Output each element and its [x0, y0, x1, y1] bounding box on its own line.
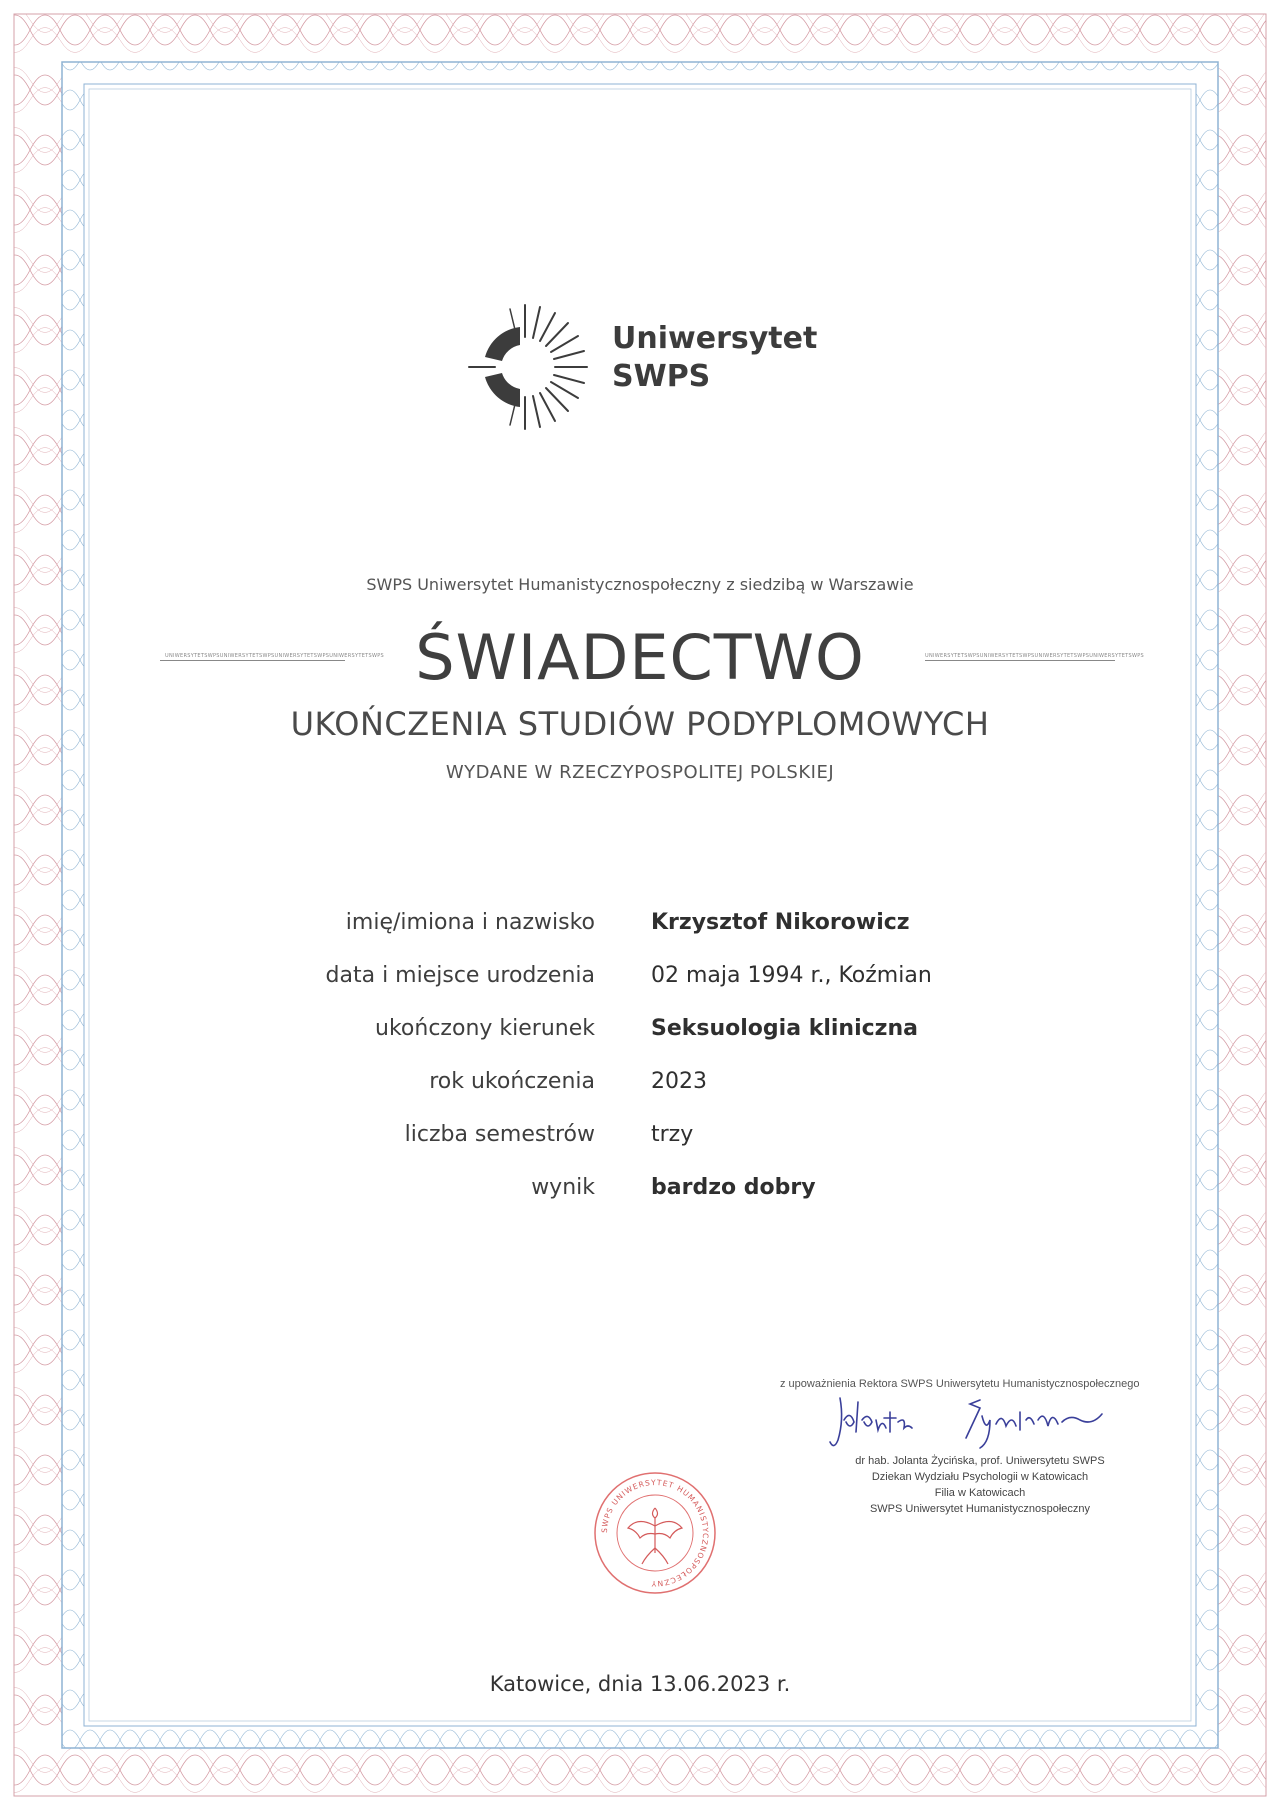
field-row-year — [0, 1069, 1280, 1109]
handwritten-signature — [830, 1390, 1150, 1460]
university-logo-text — [612, 320, 817, 396]
issued-statement: WYDANE W RZECZYPOSPOLITEJ POLSKIEJ — [445, 762, 835, 783]
seal-ring-text: SWPS UNIWERSYTET HUMANISTYCZNOSPOŁECZNY — [599, 1477, 711, 1589]
certificate-title: ŚWIADECTWO — [415, 621, 865, 694]
institution-name: SWPS Uniwersytet Humanistycznospołeczny z siedzibą w Warszawie — [366, 575, 914, 594]
field-label: data i miejsce urodzenia — [325, 963, 595, 988]
field-value: Krzysztof Nikorowicz — [651, 910, 910, 935]
certificate-subtitle: UKOŃCZENIA STUDIÓW PODYPLOMOWYCH — [290, 705, 990, 743]
field-label: wynik — [531, 1175, 595, 1200]
field-label: ukończony kierunek — [375, 1016, 595, 1041]
signatory-line: Filia w Katowicach — [934, 1487, 1026, 1499]
rule-microtext-right: UNIWERSYTETSWPSUNIWERSYTETSWPSUNIWERSYTETSWPSUNIWERSYTETSWPS — [925, 653, 1145, 659]
field-row-course — [0, 1016, 1280, 1056]
signatory-line: Dziekan Wydziału Psychologii w Katowicach — [871, 1471, 1089, 1483]
field-row-semesters — [0, 1122, 1280, 1162]
field-value: 02 maja 1994 r., Koźmian — [651, 963, 932, 988]
signatory-line: SWPS Uniwersytet Humanistycznospołeczny — [869, 1503, 1091, 1515]
field-row-name — [0, 910, 1280, 950]
signatory-line: dr hab. Jolanta Życińska, prof. Uniwersytetu SWPS — [855, 1455, 1105, 1467]
signatory-details — [830, 1453, 1130, 1517]
field-row-birth — [0, 963, 1280, 1003]
rule-microtext-left: UNIWERSYTETSWPSUNIWERSYTETSWPSUNIWERSYTETSWPSUNIWERSYTETSWPS — [165, 653, 385, 659]
title-rule-right — [925, 660, 1115, 661]
field-label: imię/imiona i nazwisko — [345, 910, 595, 935]
logo-line-2: SWPS — [612, 359, 711, 394]
logo-line-1: Uniwersytet — [612, 321, 818, 356]
field-value: 2023 — [651, 1069, 707, 1094]
field-row-result — [0, 1175, 1280, 1215]
place-and-date: Katowice, dnia 13.06.2023 r. — [489, 1672, 791, 1696]
field-value: trzy — [651, 1122, 694, 1147]
eagle-seal-icon — [590, 1468, 720, 1598]
field-label: rok ukończenia — [429, 1069, 595, 1094]
swps-sunburst-logo-icon — [455, 295, 625, 435]
signature-authorization: z upoważnienia Rektora SWPS Uniwersytetu Humanistycznospołecznego — [780, 1378, 1140, 1390]
field-value: Seksuologia kliniczna — [651, 1016, 918, 1041]
field-value: bardzo dobry — [651, 1175, 816, 1200]
field-label: liczba semestrów — [404, 1122, 595, 1147]
